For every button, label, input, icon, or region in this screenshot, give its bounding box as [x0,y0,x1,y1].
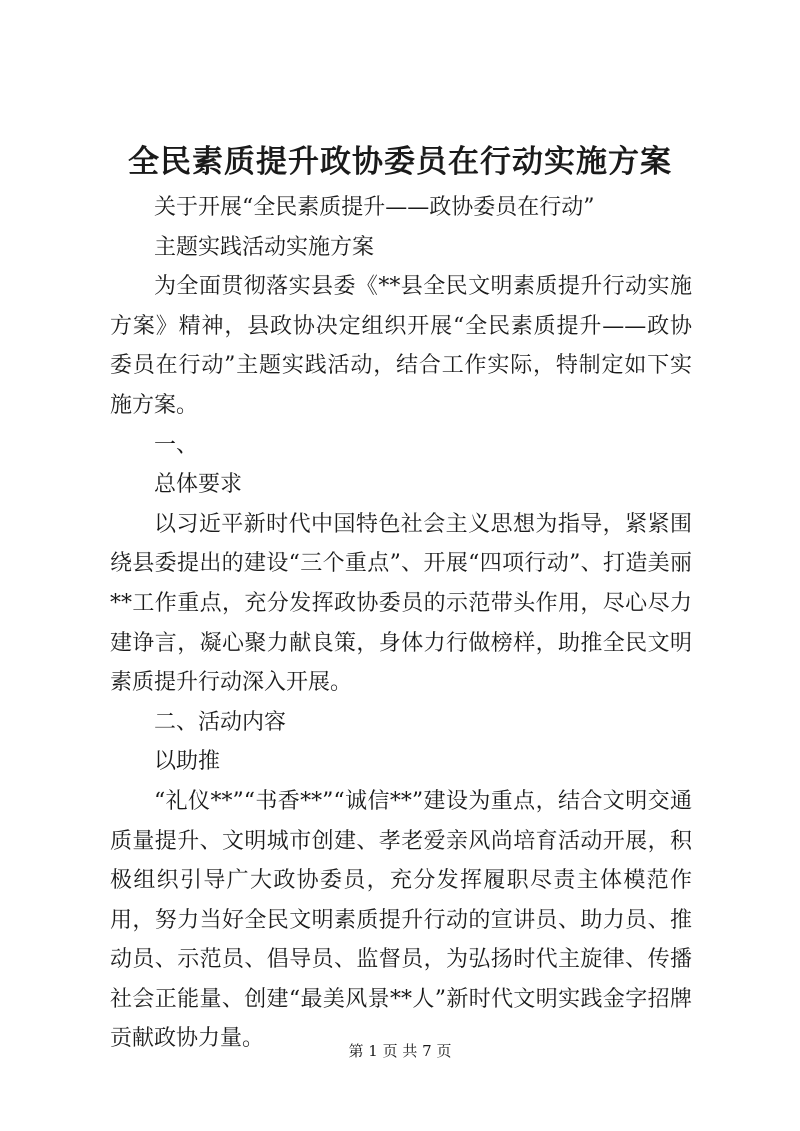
paragraph-overall-requirements: 以习近平新时代中国特色社会主义思想为指导，紧紧围绕县委提出的建设“三个重点”、开展“四项行动”、打造美丽**工作重点，充分发挥政协委员的示范带头作用，尽心尽力建诤言，凝心聚力献良策，身体力行做榜样，助推全民文明素质提升行动深入开展。 [110,511,692,696]
document-body [110,188,692,1059]
document-title: 全民素质提升政协委员在行动实施方案 [128,144,672,180]
paragraph-heading-line2: 主题实践活动实施方案 [154,234,375,260]
page-footer: 第 1 页 共 7 页 [348,1042,452,1060]
paragraph-activities-content: “礼仪**”“书香**”“诚信**”建设为重点，结合文明交通质量提升、文明城市创建、孝老爱亲风尚培育活动开展，积极组织引导广大政协委员，充分发挥履职尽责主体模范作用，努力当好全民文明素质提升行动的宣讲员、助力员、推动员、示范员、倡导员、监督员，为弘扬时代主旋律、传播社会正能量、创建“最美风景**人”新时代文明实践金字招牌贡献政协力量。 [110,788,692,1052]
paragraph-intro: 为全面贯彻落实县委《**县全民文明素质提升行动实施方案》精神，县政协决定组织开展“全民素质提升——政协委员在行动”主题实践活动，结合工作实际，特制定如下实施方案。 [110,274,692,418]
section-heading-activities: 二、活动内容 [154,709,287,735]
paragraph-activities-lead: 以助推 [154,749,221,775]
paragraph-heading-line1: 关于开展“全民素质提升——政协委员在行动” [154,195,595,220]
section-heading-overall: 总体要求 [154,472,243,498]
section-number-one: 一、 [154,432,199,458]
